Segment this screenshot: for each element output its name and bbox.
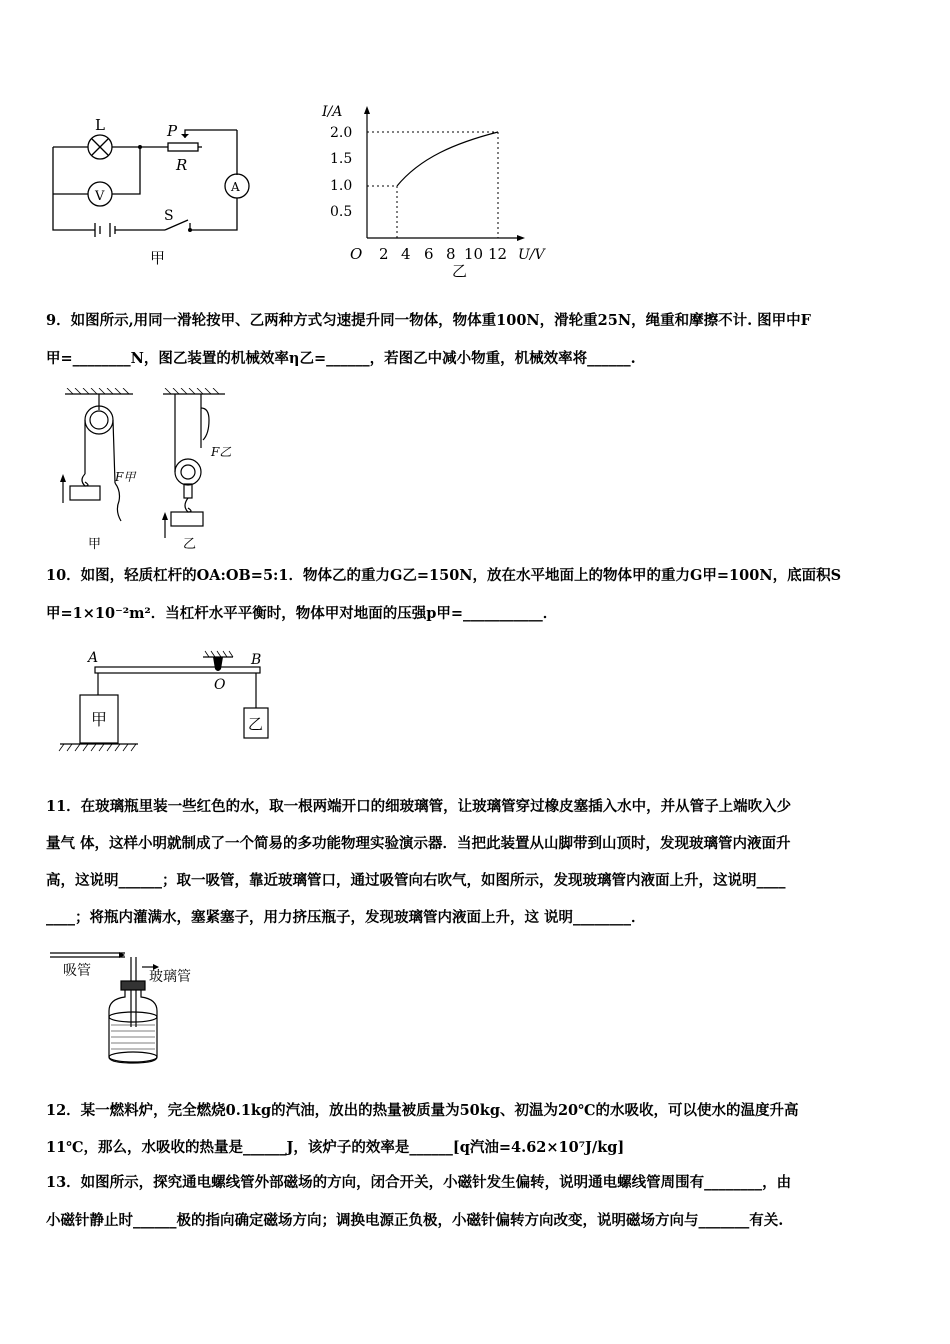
x-tick: 2 — [379, 245, 389, 263]
q11-line1: 11．在玻璃瓶里装一些红色的水，取一根两端开口的细玻璃管，让玻璃管穿过橡皮塞插入水中，并从管子上端吹入少 — [46, 798, 792, 815]
y-tick: 1.5 — [330, 151, 353, 167]
slider-label: P — [167, 122, 178, 140]
q13-line2: 小磁针静止时______极的指向确定磁场方向；调换电源正负极，小磁针偏转方向改变，说明磁场方向与_______有关. — [46, 1212, 784, 1229]
q11-line4: ____；将瓶内灌满水，塞紧塞子，用力挤压瓶子，发现玻璃管内液面上升，这 说明________． — [46, 909, 646, 926]
circuit-diagram — [40, 110, 260, 270]
x-tick: 4 — [401, 245, 411, 263]
y-tick: 0.5 — [330, 204, 353, 220]
object-jia-label: 甲 — [91, 710, 108, 729]
object-yi-label: 乙 — [248, 715, 264, 733]
q10-line1: 10．如图，轻质杠杆的OA:OB=5:1．物体乙的重力G乙=150N，放在水平地面上的物体甲的重力G甲=100N，底面积S — [46, 567, 842, 584]
straw-label: 吸管 — [63, 963, 91, 979]
x-tick: 8 — [446, 245, 456, 263]
lever-o-label: O — [214, 677, 226, 693]
y-axis-label: I/A — [322, 104, 343, 120]
pulley-right-caption: 乙 — [183, 537, 197, 552]
q9-line2: 甲=________N，图乙装置的机械效率η乙=______，若图乙中减小物重，机械效率将______. — [46, 350, 636, 367]
lever-b-label: B — [251, 652, 262, 668]
pulley-left-caption: 甲 — [88, 537, 102, 552]
pulley-figure — [55, 388, 235, 553]
ammeter-label: A — [231, 180, 240, 194]
origin-label: O — [350, 245, 363, 263]
x-axis-label: U/V — [518, 247, 545, 263]
q11-line2: 量气 体，这样小明就制成了一个简易的多功能物理实验演示器．当把此装置从山脚带到山顶时，发现玻璃管内液面升 — [46, 835, 791, 852]
y-tick: 2.0 — [330, 125, 353, 141]
q12-line1: 12．某一燃料炉，完全燃烧0.1kg的汽油，放出的热量被质量为50kg、初温为20℃的水吸收，可以使水的温度升高 — [46, 1102, 799, 1119]
y-tick: 1.0 — [330, 178, 353, 194]
switch-label: S — [164, 208, 174, 224]
q12-line2: 11℃，那么，水吸收的热量是______J，该炉子的效率是______[q汽油=4.62×10⁷J/kg] — [46, 1139, 625, 1156]
x-tick: 10 — [464, 245, 484, 263]
lever-figure — [58, 645, 283, 760]
tube-label: 玻璃管 — [149, 969, 191, 985]
lamp-label: L — [95, 116, 105, 134]
iu-graph — [320, 98, 565, 280]
q11-line3: 高，这说明______；取一吸管，靠近玻璃管口，通过吸管向右吹气，如图所示，发现玻璃管内液面上升，这说明____ — [46, 872, 786, 889]
q10-line2: 甲=1×10⁻²m²．当杠杆水平平衡时，物体甲对地面的压强p甲=___________． — [46, 605, 558, 622]
q9-line1: 9．如图所示,用同一滑轮按甲、乙两种方式匀速提升同一物体，物体重100N，滑轮重25N，绳重和摩擦不计. 图甲中F — [46, 312, 811, 329]
lever-a-label: A — [88, 650, 99, 666]
graph-caption: 乙 — [452, 262, 468, 280]
resistor-label: R — [176, 156, 188, 174]
q13-line1: 13．如图所示，探究通电螺线管外部磁场的方向，闭合开关，小磁针发生偏转，说明通电螺线管周围有________，由 — [46, 1174, 792, 1191]
f-right-label: F乙 — [211, 445, 232, 459]
x-tick: 12 — [488, 245, 508, 263]
circuit-caption: 甲 — [150, 249, 166, 267]
x-tick: 6 — [424, 245, 434, 263]
f-left-label: F甲 — [115, 470, 136, 484]
bottle-figure — [45, 945, 220, 1075]
voltmeter-label: V — [95, 189, 105, 204]
